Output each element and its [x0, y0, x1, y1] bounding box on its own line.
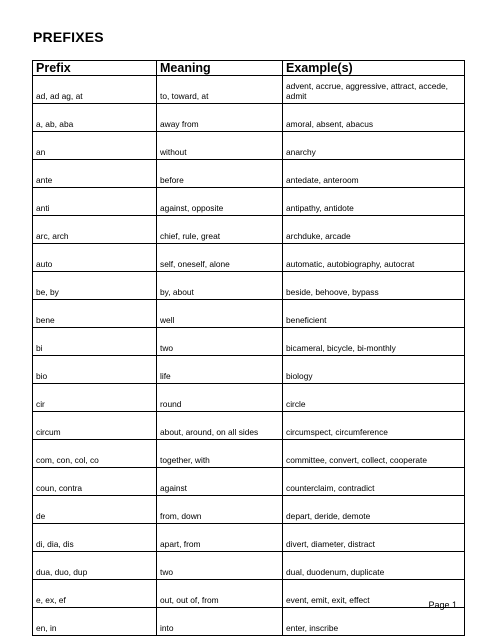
- table-row: [33, 580, 465, 608]
- examples-cell: circle: [283, 384, 465, 412]
- meaning-cell: without: [157, 132, 283, 160]
- prefix-table: [32, 60, 465, 636]
- examples-cell: committee, convert, collect, cooperate: [283, 440, 465, 468]
- examples-cell: counterclaim, contradict: [283, 468, 465, 496]
- examples-cell: circumspect, circumference: [283, 412, 465, 440]
- table-row: [33, 440, 465, 468]
- table-row: [33, 412, 465, 440]
- table-row: [33, 244, 465, 272]
- prefix-cell: circum: [33, 412, 157, 440]
- table-row: [33, 300, 465, 328]
- meaning-cell: self, oneself, alone: [157, 244, 283, 272]
- table-row: [33, 608, 465, 636]
- examples-cell: beneficient: [283, 300, 465, 328]
- meaning-cell: chief, rule, great: [157, 216, 283, 244]
- table-header-row: [33, 61, 465, 76]
- examples-cell: antipathy, antidote: [283, 188, 465, 216]
- examples-cell: antedate, anteroom: [283, 160, 465, 188]
- table-row: [33, 132, 465, 160]
- table-row: [33, 524, 465, 552]
- examples-cell: biology: [283, 356, 465, 384]
- page-number: Page 1: [428, 600, 457, 610]
- meaning-cell: against, opposite: [157, 188, 283, 216]
- prefix-cell: auto: [33, 244, 157, 272]
- table-row: [33, 468, 465, 496]
- table-row: [33, 216, 465, 244]
- meaning-cell: together, with: [157, 440, 283, 468]
- prefix-cell: anti: [33, 188, 157, 216]
- table-row: [33, 104, 465, 132]
- prefix-cell: ad, ad ag, at: [33, 76, 157, 104]
- table-body: [33, 76, 465, 636]
- prefix-cell: arc, arch: [33, 216, 157, 244]
- table-row: [33, 356, 465, 384]
- table-row: [33, 272, 465, 300]
- meaning-cell: about, around, on all sides: [157, 412, 283, 440]
- meaning-cell: before: [157, 160, 283, 188]
- examples-cell: bicameral, bicycle, bi-monthly: [283, 328, 465, 356]
- prefix-cell: bio: [33, 356, 157, 384]
- table-row: [33, 76, 465, 104]
- prefix-cell: e, ex, ef: [33, 580, 157, 608]
- prefix-cell: coun, contra: [33, 468, 157, 496]
- examples-cell: dual, duodenum, duplicate: [283, 552, 465, 580]
- meaning-cell: into: [157, 608, 283, 636]
- examples-cell: automatic, autobiography, autocrat: [283, 244, 465, 272]
- examples-cell: anarchy: [283, 132, 465, 160]
- meaning-cell: well: [157, 300, 283, 328]
- prefix-cell: di, dia, dis: [33, 524, 157, 552]
- prefix-cell: com, con, col, co: [33, 440, 157, 468]
- prefix-cell: an: [33, 132, 157, 160]
- prefix-cell: cir: [33, 384, 157, 412]
- meaning-cell: apart, from: [157, 524, 283, 552]
- meaning-cell: by, about: [157, 272, 283, 300]
- examples-cell: divert, diameter, distract: [283, 524, 465, 552]
- meaning-cell: life: [157, 356, 283, 384]
- meaning-cell: round: [157, 384, 283, 412]
- table-row: [33, 496, 465, 524]
- meaning-cell: out, out of, from: [157, 580, 283, 608]
- prefix-cell: en, in: [33, 608, 157, 636]
- examples-cell: depart, deride, demote: [283, 496, 465, 524]
- prefix-cell: bene: [33, 300, 157, 328]
- prefix-cell: a, ab, aba: [33, 104, 157, 132]
- page-title: PREFIXES: [33, 29, 104, 45]
- meaning-cell: from, down: [157, 496, 283, 524]
- prefix-cell: dua, duo, dup: [33, 552, 157, 580]
- examples-cell: beside, behoove, bypass: [283, 272, 465, 300]
- meaning-cell: against: [157, 468, 283, 496]
- prefix-cell: de: [33, 496, 157, 524]
- table-row: [33, 160, 465, 188]
- examples-cell: archduke, arcade: [283, 216, 465, 244]
- examples-cell: event, emit, exit, effect: [283, 580, 465, 608]
- prefix-cell: be, by: [33, 272, 157, 300]
- meaning-cell: to, toward, at: [157, 76, 283, 104]
- header-examples: Example(s): [283, 61, 465, 76]
- examples-cell: advent, accrue, aggressive, attract, accede, admit: [283, 76, 465, 104]
- meaning-cell: two: [157, 552, 283, 580]
- meaning-cell: away from: [157, 104, 283, 132]
- examples-cell: amoral, absent, abacus: [283, 104, 465, 132]
- prefix-cell: bi: [33, 328, 157, 356]
- prefix-cell: ante: [33, 160, 157, 188]
- meaning-cell: two: [157, 328, 283, 356]
- table-row: [33, 384, 465, 412]
- table-row: [33, 552, 465, 580]
- table-row: [33, 188, 465, 216]
- header-prefix: Prefix: [33, 61, 157, 76]
- header-meaning: Meaning: [157, 61, 283, 76]
- examples-cell: enter, inscribe: [283, 608, 465, 636]
- table-row: [33, 328, 465, 356]
